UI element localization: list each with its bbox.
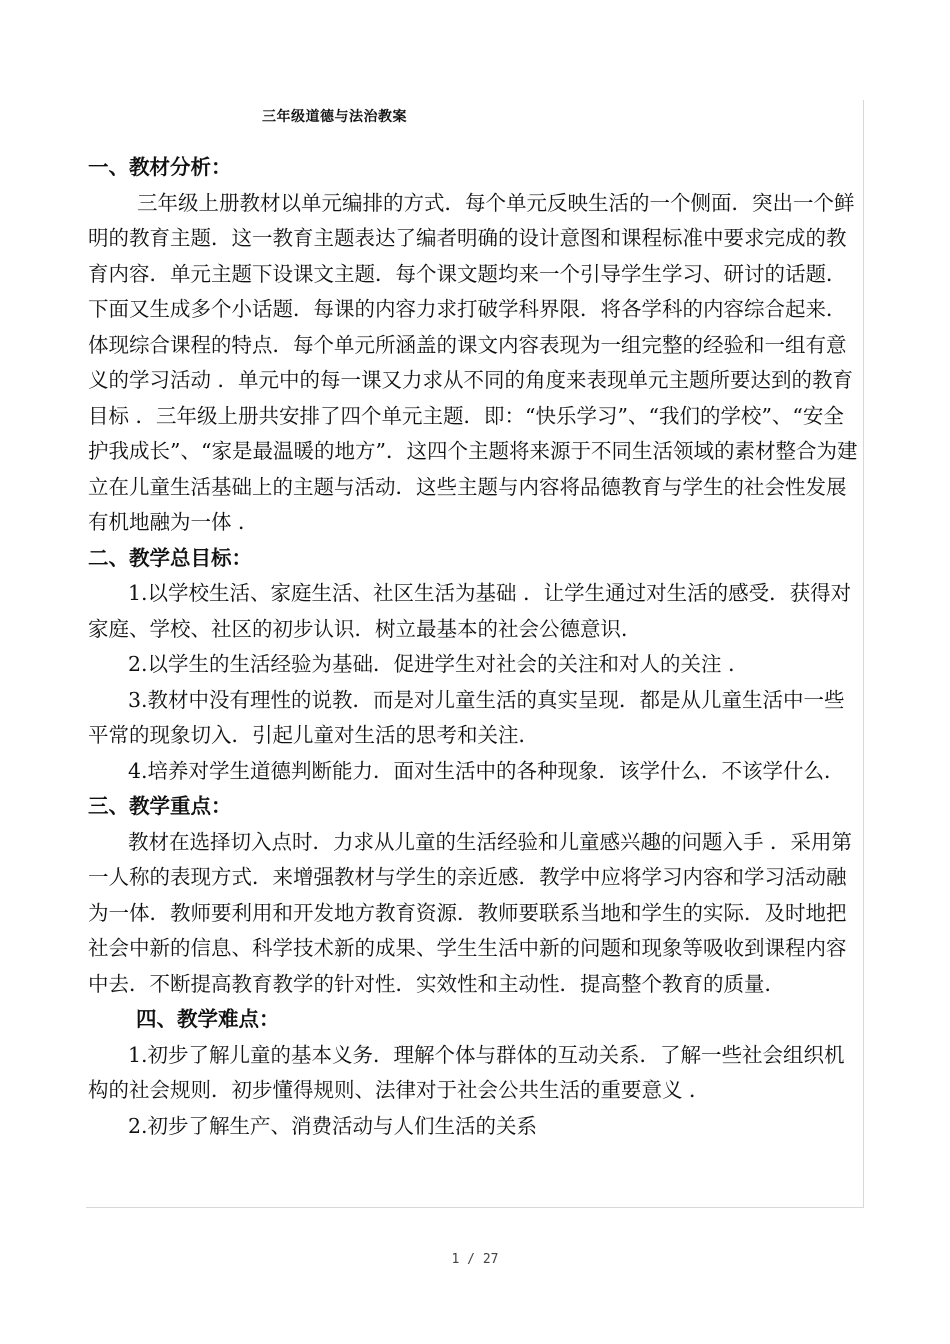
paragraph-key-points: 教材在选择切入点时．力求从儿童的生活经验和儿童感兴趣的问题入手 ．采用第一人称的表现方式．来增强教材与学生的亲近感．教学中应将学习内容和学习活动融为一体．教师要利用和开发地方教育资源．教师要联系当地和学生的实际．及时地把社会中新的信息、科学技术新的成果、学生生活中新的问题和现象等吸收到课程内容中去．不断提高教育教学的针对性．实效性和主动性．提高整个教育的质量． xyxy=(88,829,853,996)
goal-item-3: 3.教材中没有理性的说教．而是对儿童生活的真实呈现．都是从儿童生活中一些平常的现象切入．引起儿童对生活的思考和关注． xyxy=(88,687,845,747)
section-heading-1: 一、教材分析： xyxy=(88,155,232,179)
document-title: 三年级道德与法治教案 xyxy=(262,109,407,125)
goal-item-2: 2.以学生的生活经验为基础．促进学生对社会的关注和对人的关注 ． xyxy=(128,652,749,676)
document-body xyxy=(88,150,860,1144)
page-number: 1 / 27 xyxy=(451,1252,499,1267)
section-heading-4: 四、教学难点： xyxy=(136,1007,280,1031)
difficulty-item-1: 1.初步了解儿童的基本义务．理解个体与群体的互动关系．了解一些社会组织机构的社会规则．初步懂得规则、法律对于社会公共生活的重要意义 ． xyxy=(88,1042,845,1102)
difficulty-item-2: 2.初步了解生产、消费活动与人们生活的关系 xyxy=(128,1113,538,1138)
goal-item-1: 1.以学校生活、家庭生活、社区生活为基础 ．让学生通过对生活的感受．获得对家庭、学校、社区的初步认识．树立最基本的社会公德意识． xyxy=(88,581,852,641)
paragraph-material-analysis: 三年级上册教材以单元编排的方式．每个单元反映生活的一个侧面．突出一个鲜明的教育主题．这一教育主题表达了编者明确的设计意图和课程标准中要求完成的教育内容．单元主题下设课文主题．每个课文题均来一个引导学生学习、研讨的话题．下面又生成多个小话题．每课的内容力求打破学科界限．将各学科的内容综合起来．体现综合课程的特点．每个单元所涵盖的课文内容表现为一组完整的经验和一组有意义的学习活动 ．单元中的每一课又力求从不同的角度来表现单元主题所要达到的教育目标 ．三年级上册共安排了四个单元主题．即：“快乐学习”、“我们的学校”、“安全护我成长”、“家是最温暖的地方”．这四个主题将来源于不同生活领域的素材整合为建立在儿童生活基础上的主题与活动．这些主题与内容将品德教育与学生的社会性发展有机地融为一体 ． xyxy=(88,190,858,534)
page-border-bottom xyxy=(86,1207,864,1208)
page-border-right xyxy=(863,100,864,1208)
section-heading-2: 二、教学总目标： xyxy=(88,545,252,570)
goal-item-4: 4.培养对学生道德判断能力．面对生活中的各种现象．该学什么．不该学什么． xyxy=(128,758,845,783)
section-heading-3: 三、教学重点： xyxy=(88,794,232,818)
